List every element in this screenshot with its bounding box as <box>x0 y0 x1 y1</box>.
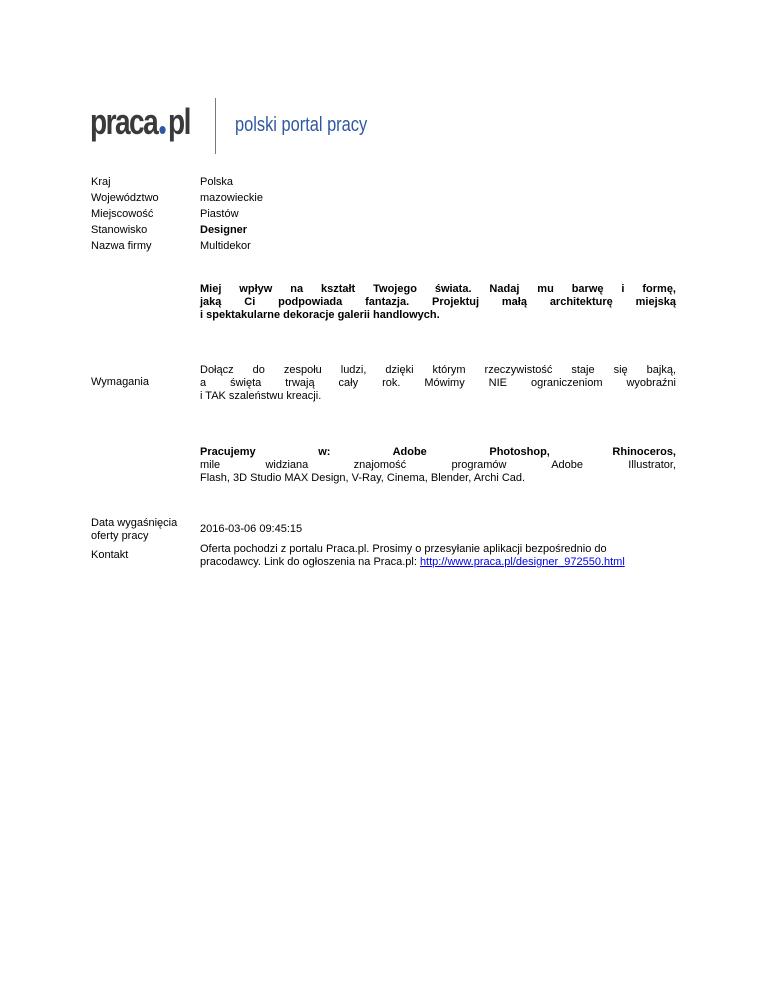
logo-separator <box>215 98 216 154</box>
requirements-tools <box>200 446 676 485</box>
expiry-label-line: oferty pracy <box>91 530 149 542</box>
requirements-team <box>200 364 676 403</box>
praca-logo <box>90 98 390 154</box>
company-label: Nazwa firmy <box>91 240 152 252</box>
expiry-label-line: Data wygaśnięcia <box>91 517 178 529</box>
province-value: mazowieckie <box>200 192 263 204</box>
requirements-intro-line: jaką Ci podpowiada fantazja. Projektuj małą architekturę miejską <box>200 296 676 308</box>
logo-dot-icon <box>159 126 165 134</box>
requirements-intro <box>200 283 676 322</box>
country-value: Polska <box>200 176 234 188</box>
offer-link[interactable]: http://www.praca.pl/designer_972550.html <box>419 556 625 568</box>
city-value: Piastów <box>200 208 239 220</box>
logo-wordmark <box>90 100 190 144</box>
company-value: Multidekor <box>200 240 251 252</box>
requirements-team-line: a święta trwają cały rok. Mówimy NIE ograniczeniom wyobraźni <box>200 377 676 389</box>
requirements-intro-line: Miej wpływ na kształt Twojego świata. Nadaj mu barwę i formę, <box>200 283 676 295</box>
logo-tagline: polski portal pracy <box>235 114 368 136</box>
contact-text-line: Oferta pochodzi z portalu Praca.pl. Prosimy o przesyłanie aplikacji bezpośrednio do <box>200 543 607 555</box>
requirements-tools-line: Pracujemy w: Adobe Photoshop, Rhinoceros, <box>200 446 676 458</box>
requirements-team-line: i TAK szaleństwu kreacji. <box>200 390 322 402</box>
expiry-label <box>91 517 177 543</box>
contact-text-line: pracodawcy. Link do ogłoszenia na Praca.pl: <box>200 556 420 568</box>
contact-text <box>200 543 700 569</box>
contact-label: Kontakt <box>91 549 129 561</box>
requirements-tools-line: mile widziana znajomość programów Adobe Illustrator, <box>200 459 676 471</box>
city-label: Miejscowość <box>91 208 154 220</box>
country-label: Kraj <box>91 176 111 188</box>
province-label: Województwo <box>91 192 159 204</box>
requirements-intro-line: i spektakularne dekoracje galerii handlowych. <box>200 309 440 321</box>
position-label: Stanowisko <box>91 224 148 236</box>
position-value: Designer <box>200 224 248 236</box>
expiry-value: 2016-03-06 09:45:15 <box>200 523 303 535</box>
logo-wordmark-right: pl <box>168 101 190 142</box>
logo-wordmark-left: praca <box>90 101 158 142</box>
requirements-label: Wymagania <box>91 376 149 388</box>
requirements-team-line: Dołącz do zespołu ludzi, dzięki którym rzeczywistość staje się bajką, <box>200 364 676 376</box>
requirements-tools-line: Flash, 3D Studio MAX Design, V-Ray, Cinema, Blender, Archi Cad. <box>200 472 526 484</box>
